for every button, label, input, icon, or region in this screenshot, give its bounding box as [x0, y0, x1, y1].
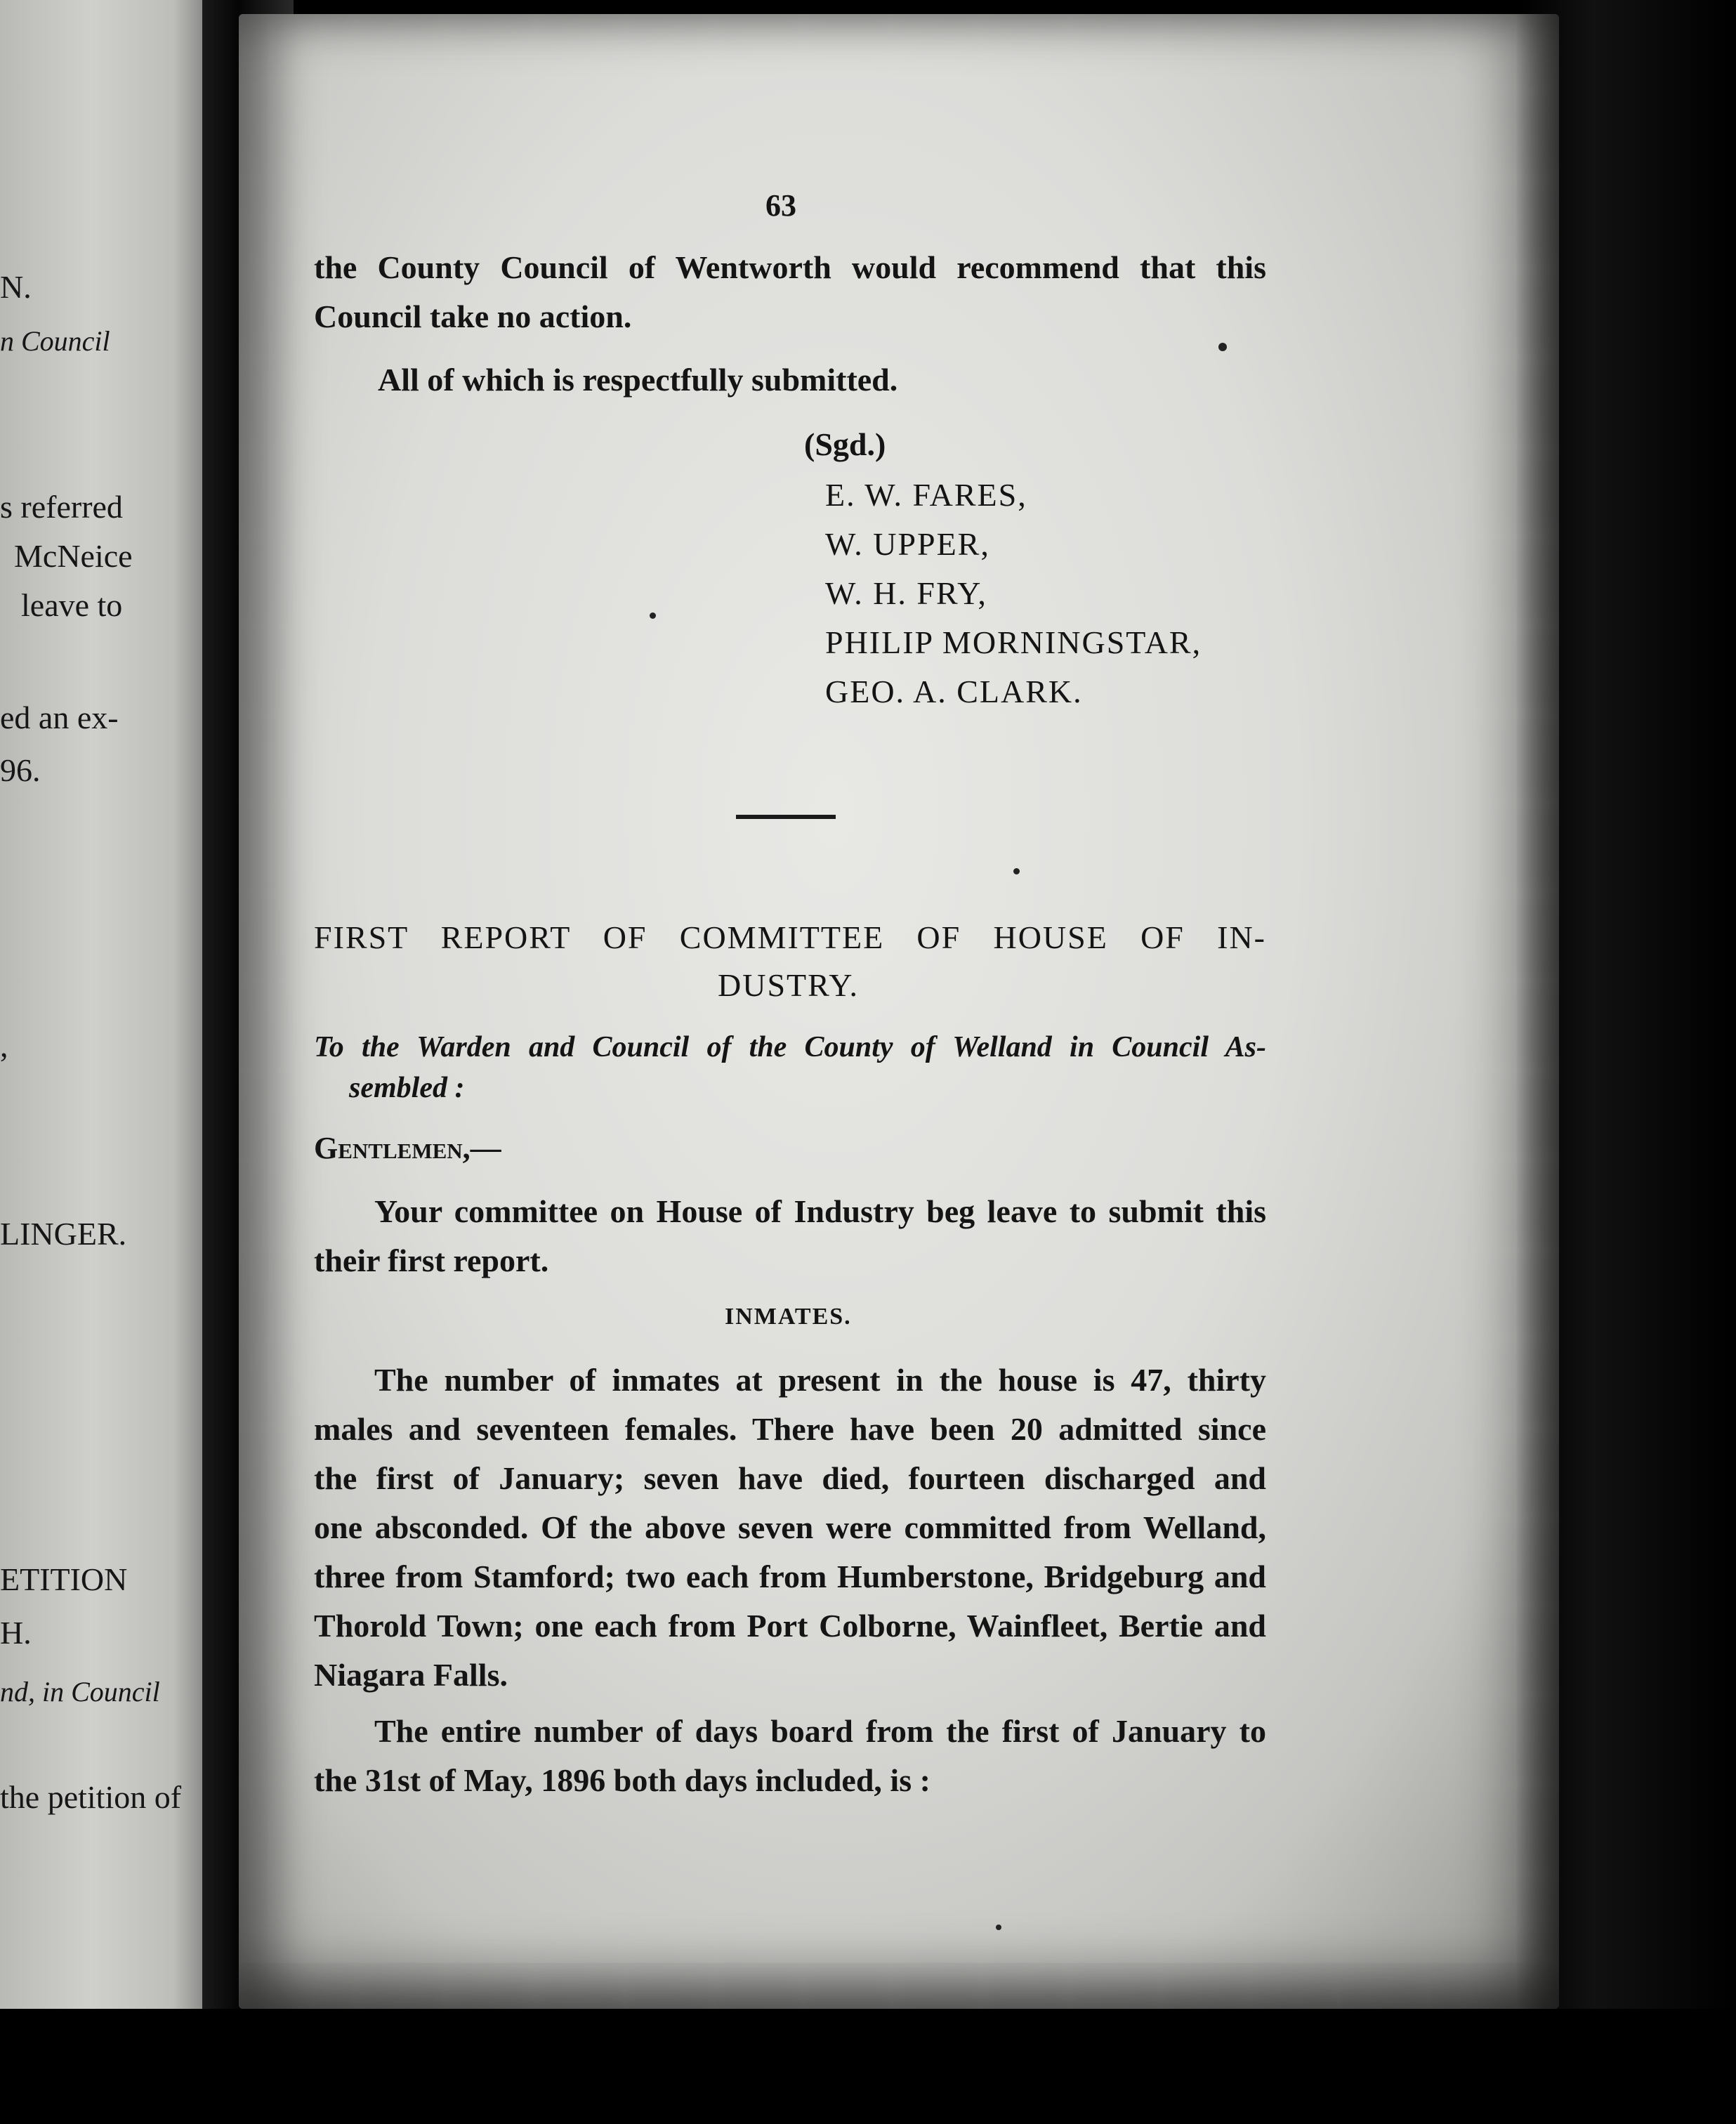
- paragraph-line: their first report.: [314, 1243, 549, 1278]
- left-fragment: leave to: [21, 587, 123, 623]
- submitted-line: All of which is respectfully submitted.: [378, 362, 898, 398]
- paragraph-line: males and seventeen females. There have been 20 admitted since: [314, 1411, 1266, 1447]
- scan-speck: [1218, 343, 1227, 351]
- left-fragment: ,: [0, 1028, 8, 1063]
- left-fragment: n Council: [0, 325, 110, 357]
- scan-speck: [650, 612, 656, 619]
- paragraph-line: the 31st of May, 1896 both days included, is :: [314, 1762, 931, 1798]
- signatory-name: GEO. A. CLARK.: [825, 674, 1083, 709]
- left-facing-page: [0, 0, 204, 2009]
- left-fragment: nd, in Council: [0, 1676, 160, 1707]
- paragraph-line: Niagara Falls.: [314, 1657, 508, 1693]
- page-edge-shadow: [1517, 0, 1736, 2124]
- signatory-name: PHILIP MORNINGSTAR,: [825, 624, 1202, 660]
- section-divider: [736, 815, 836, 819]
- salutation: Gentlemen,—: [314, 1131, 501, 1165]
- paragraph-line: The entire number of days board from the first of January to: [374, 1713, 1266, 1749]
- left-fragment: ETITION: [0, 1561, 128, 1597]
- paragraph-line: Your committee on House of Industry beg leave to submit this: [374, 1193, 1266, 1229]
- signatory-name: W. UPPER,: [825, 526, 990, 562]
- page-bottom-shadow: [0, 2009, 1736, 2124]
- paragraph-line: Thorold Town; one each from Port Colborne, Wainfleet, Bertie and: [314, 1608, 1266, 1644]
- paragraph-line: one absconded. Of the above seven were committed from Welland,: [314, 1509, 1266, 1545]
- scan-speck: [1013, 868, 1020, 874]
- left-fragment: s referred: [0, 489, 123, 525]
- section-heading: INMATES.: [725, 1304, 852, 1330]
- signature-sgd: (Sgd.): [804, 426, 886, 462]
- paragraph-line: three from Stamford; two each from Humberstone, Bridgeburg and: [314, 1559, 1266, 1594]
- signatory-name: W. H. FRY,: [825, 575, 987, 611]
- left-fragment: ed an ex-: [0, 700, 119, 735]
- report-title-line1: FIRST REPORT OF COMMITTEE OF HOUSE OF IN-: [314, 919, 1266, 955]
- scan-speck: [996, 1925, 1001, 1930]
- left-fragment: LINGER.: [0, 1216, 127, 1252]
- left-fragment: N.: [0, 269, 32, 305]
- left-fragment: 96.: [0, 752, 41, 788]
- report-title-line2: DUSTRY.: [718, 967, 860, 1003]
- address-line1: To the Warden and Council of the County of Welland in Council As-: [314, 1031, 1266, 1063]
- address-line2: sembled :: [349, 1072, 465, 1104]
- paragraph-line: Council take no action.: [314, 299, 632, 334]
- left-fragment: H.: [0, 1615, 32, 1651]
- left-fragment: McNeice: [14, 538, 133, 574]
- signatory-name: E. W. FARES,: [825, 477, 1027, 513]
- page-number: 63: [765, 188, 796, 223]
- left-fragment: the petition of: [0, 1779, 182, 1815]
- paragraph-line: The number of inmates at present in the house is 47, thirty: [374, 1362, 1266, 1398]
- paragraph-line: the County Council of Wentworth would recommend that this: [314, 249, 1266, 285]
- paragraph-line: the first of January; seven have died, fourteen discharged and: [314, 1460, 1266, 1496]
